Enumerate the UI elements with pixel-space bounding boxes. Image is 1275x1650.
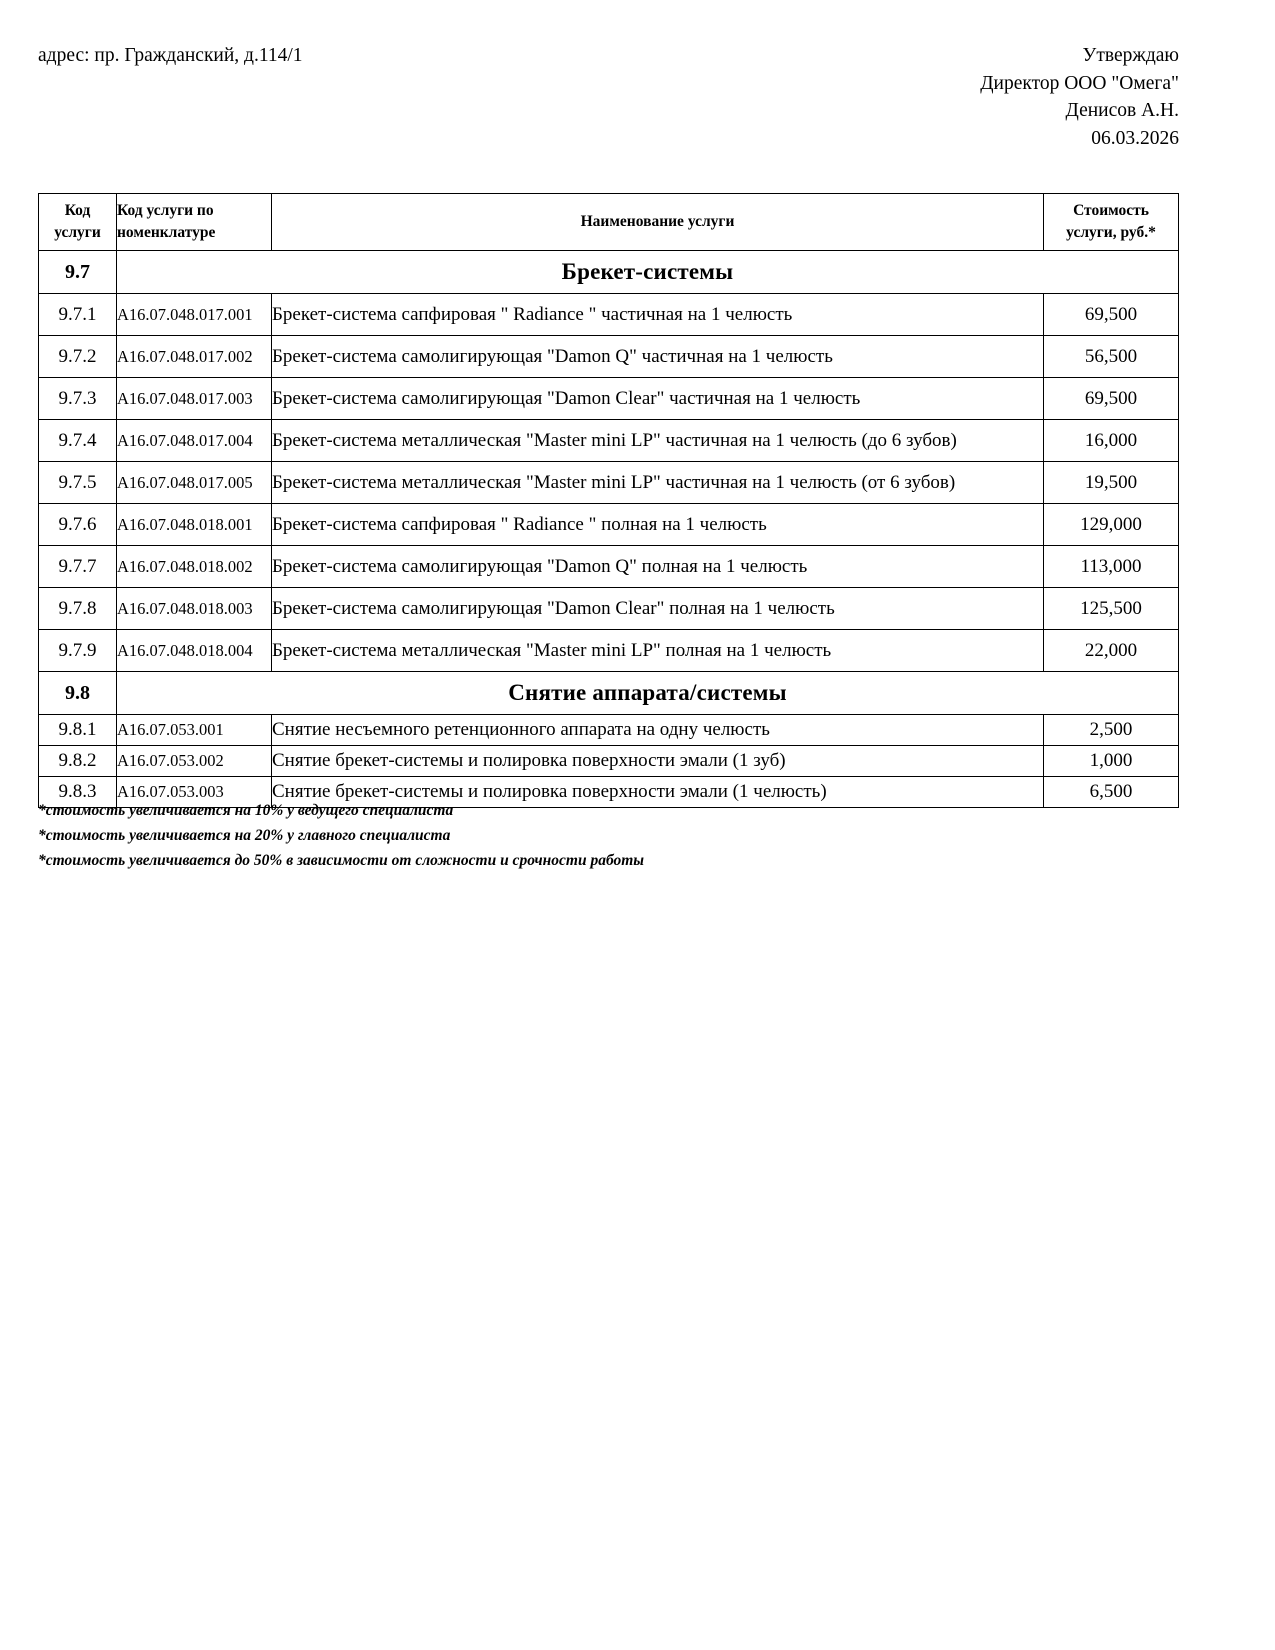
- table-row: [39, 420, 1179, 462]
- row-service-name: Брекет-система самолигирующая "Damon Q" полная на 1 челюсть: [272, 546, 1044, 588]
- section-header-row: [39, 672, 1179, 715]
- col-header-nomenclature-line1: Код услуги по: [117, 201, 214, 219]
- col-header-code: [39, 194, 117, 251]
- row-service-name: Брекет-система самолигирующая "Damon Q" частичная на 1 челюсть: [272, 336, 1044, 378]
- row-nomenclature: A16.07.048.018.003: [117, 588, 272, 630]
- table-row: [39, 715, 1179, 746]
- row-nomenclature: A16.07.053.002: [117, 746, 272, 777]
- row-service-name: Брекет-система металлическая "Master mini LP" полная на 1 челюсть: [272, 630, 1044, 672]
- row-code: 9.8.3: [39, 777, 117, 808]
- row-nomenclature: A16.07.048.017.004: [117, 420, 272, 462]
- table-row: [39, 504, 1179, 546]
- col-header-nomenclature: [117, 194, 272, 251]
- row-nomenclature: A16.07.048.018.002: [117, 546, 272, 588]
- row-service-name: Снятие брекет-системы и полировка поверхности эмали (1 зуб): [272, 746, 1044, 777]
- section-title: Снятие аппарата/системы: [117, 672, 1179, 715]
- col-header-code-line2: услуги: [54, 224, 101, 241]
- row-price: 6,500: [1044, 777, 1179, 808]
- col-header-code-line1: Код: [64, 201, 91, 219]
- row-nomenclature: A16.07.048.018.001: [117, 504, 272, 546]
- row-price: 69,500: [1044, 294, 1179, 336]
- approval-director: Директор ООО "Омега": [980, 72, 1179, 94]
- table-head: [39, 194, 1179, 251]
- row-nomenclature: A16.07.048.017.003: [117, 378, 272, 420]
- row-code: 9.7.6: [39, 504, 117, 546]
- table-row: [39, 746, 1179, 777]
- section-header-row: [39, 251, 1179, 294]
- row-code: 9.7.9: [39, 630, 117, 672]
- approval-word: Утверждаю: [1082, 45, 1179, 66]
- row-price: 125,500: [1044, 588, 1179, 630]
- row-price: 69,500: [1044, 378, 1179, 420]
- row-price: 129,000: [1044, 504, 1179, 546]
- row-nomenclature: A16.07.053.001: [117, 715, 272, 746]
- row-price: 113,000: [1044, 546, 1179, 588]
- row-price: 16,000: [1044, 420, 1179, 462]
- table-body: [39, 251, 1179, 808]
- col-header-price-line1: Стоимость: [1073, 201, 1149, 219]
- row-price: 22,000: [1044, 630, 1179, 672]
- row-service-name: Брекет-система сапфировая " Radiance " частичная на 1 челюсть: [272, 294, 1044, 336]
- table-row: [39, 336, 1179, 378]
- footnote-item: *стоимость увеличивается до 50% в зависимости от сложности и срочности работы: [38, 852, 645, 870]
- section-title: Брекет-системы: [117, 251, 1179, 294]
- approval-name: Денисов А.Н.: [1065, 100, 1179, 122]
- col-header-nomenclature-line2: номенклатуре: [117, 224, 216, 241]
- row-nomenclature: A16.07.048.018.004: [117, 630, 272, 672]
- col-header-price: [1044, 194, 1179, 251]
- row-code: 9.7.4: [39, 420, 117, 462]
- row-code: 9.8.1: [39, 715, 117, 746]
- table-header-row: [39, 194, 1179, 251]
- row-code: 9.7.7: [39, 546, 117, 588]
- row-code: 9.7.3: [39, 378, 117, 420]
- table-row: [39, 378, 1179, 420]
- row-service-name: Брекет-система самолигирующая "Damon Clear" частичная на 1 челюсть: [272, 378, 1044, 420]
- row-price: 1,000: [1044, 746, 1179, 777]
- price-table-wrapper: [38, 193, 1178, 808]
- row-service-name: Брекет-система металлическая "Master mini LP" частичная на 1 челюсть (от 6 зубов): [272, 462, 1044, 504]
- row-nomenclature: A16.07.053.003: [117, 777, 272, 808]
- table-row: [39, 546, 1179, 588]
- section-code: 9.8: [39, 672, 117, 715]
- row-service-name: Брекет-система самолигирующая "Damon Clear" полная на 1 челюсть: [272, 588, 1044, 630]
- row-code: 9.7.2: [39, 336, 117, 378]
- row-service-name: Брекет-система металлическая "Master mini LP" частичная на 1 челюсть (до 6 зубов): [272, 420, 1044, 462]
- table-row: [39, 294, 1179, 336]
- row-nomenclature: A16.07.048.017.001: [117, 294, 272, 336]
- row-price: 19,500: [1044, 462, 1179, 504]
- row-code: 9.7.8: [39, 588, 117, 630]
- footnotes-block: [38, 798, 938, 873]
- footnote-item: *стоимость увеличивается на 20% у главного специалиста: [38, 827, 451, 845]
- row-code: 9.7.5: [39, 462, 117, 504]
- row-nomenclature: A16.07.048.017.002: [117, 336, 272, 378]
- row-service-name: Снятие несъемного ретенционного аппарата на одну челюсть: [272, 715, 1044, 746]
- table-row: [39, 462, 1179, 504]
- table-row: [39, 588, 1179, 630]
- price-table: [38, 193, 1179, 808]
- table-row: [39, 630, 1179, 672]
- approval-block: [980, 42, 1179, 153]
- row-service-name: Брекет-система сапфировая " Radiance " полная на 1 челюсть: [272, 504, 1044, 546]
- clinic-address: адрес: пр. Гражданский, д.114/1: [38, 45, 303, 66]
- row-service-name: Снятие брекет-системы и полировка поверхности эмали (1 челюсть): [272, 777, 1044, 808]
- footnote-item: *стоимость увеличивается на 10% у ведущего специалиста: [38, 802, 454, 819]
- section-code: 9.7: [39, 251, 117, 294]
- row-code: 9.8.2: [39, 746, 117, 777]
- row-code: 9.7.1: [39, 294, 117, 336]
- row-nomenclature: A16.07.048.017.005: [117, 462, 272, 504]
- row-price: 2,500: [1044, 715, 1179, 746]
- col-header-service-name: Наименование услуги: [272, 194, 1044, 251]
- row-price: 56,500: [1044, 336, 1179, 378]
- col-header-price-line2: услуги, руб.*: [1066, 224, 1156, 241]
- approval-date: 06.03.2026: [1091, 128, 1179, 150]
- document-header: [0, 0, 1275, 150]
